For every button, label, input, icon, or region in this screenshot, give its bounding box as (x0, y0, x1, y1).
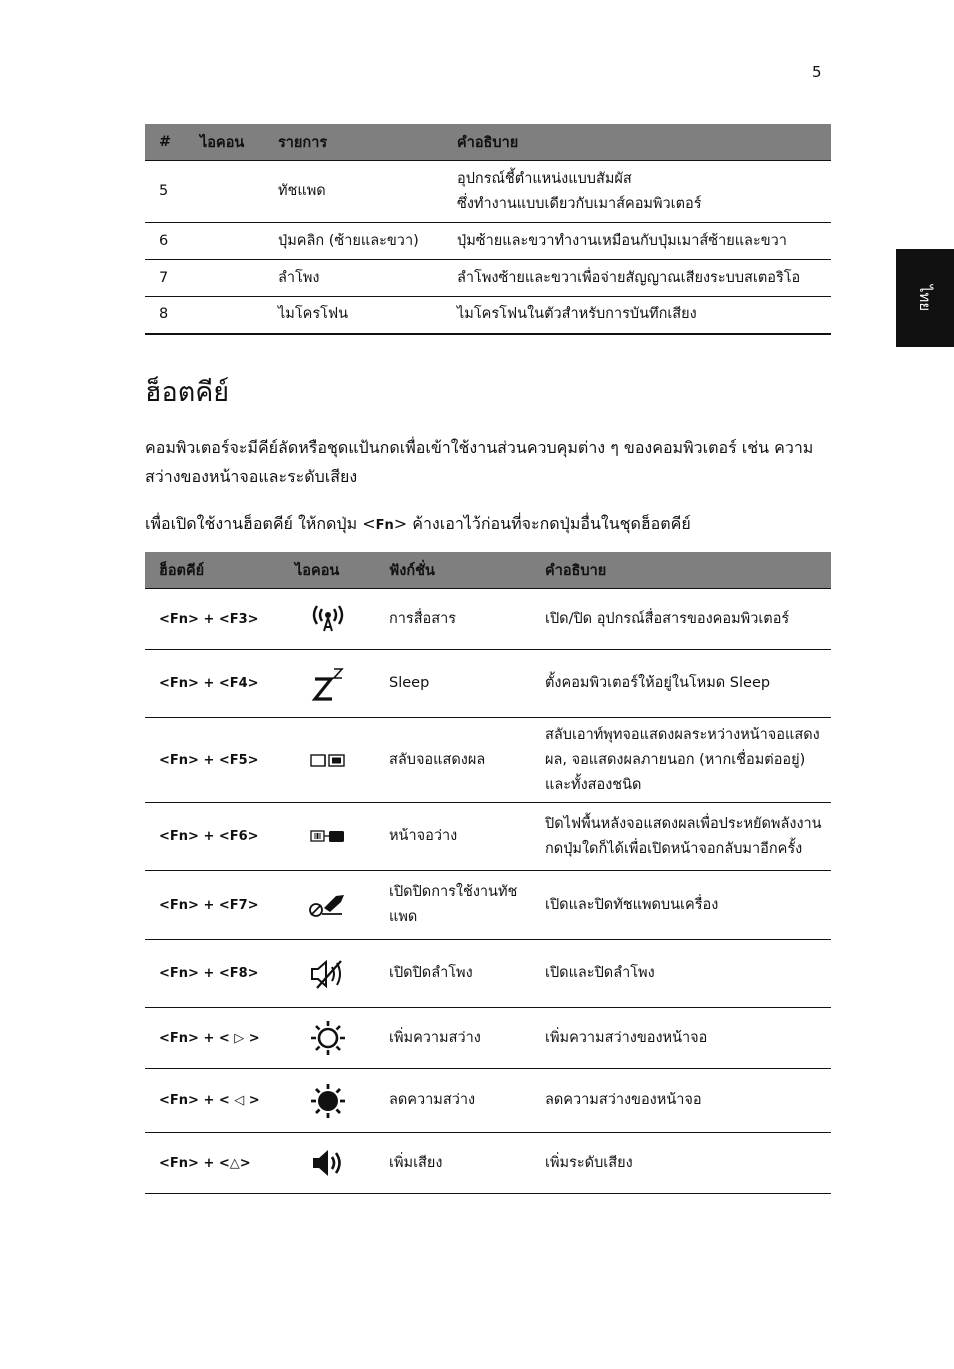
table-row (145, 1069, 831, 1133)
row-item: ไมโครโฟน (264, 297, 443, 334)
row-icon (186, 297, 264, 334)
row-description (443, 161, 831, 223)
hotkey-icon-cell (281, 940, 375, 1008)
table-row (145, 297, 831, 334)
hotkey-function: สลับจอแสดงผล (375, 718, 531, 803)
row-description: ไมโครโฟนในตัวสำหรับการบันทึกเสียง (443, 297, 831, 334)
hotkeys-intro: คอมพิวเตอร์จะมีคีย์ลัดหรือชุดแป้นกดเพื่อเข้าใช้งานส่วนควบคุมต่าง ๆ ของคอมพิวเตอร์ เช่น ความสว่างของหน้าจอและระดับเสียง (145, 438, 814, 486)
hotkey-combo: <Fn> + <F4> (145, 650, 281, 718)
hotkey-function: เพิ่มความสว่าง (375, 1008, 531, 1069)
row-description: ปุ่มซ้ายและขวาทำงานเหมือนกับปุ่มเมาส์ซ้ายและขวา (443, 223, 831, 260)
hotkey-function: ลดความสว่าง (375, 1069, 531, 1133)
speaker-toggle-icon (308, 958, 348, 990)
hotkey-combo: <Fn> + < ▷ > (145, 1008, 281, 1069)
table-row (145, 803, 831, 871)
row-icon (186, 260, 264, 297)
row-item: ลำโพง (264, 260, 443, 297)
display-toggle-icon (309, 752, 347, 768)
header-icon: ไอคอน (281, 552, 375, 589)
parts-table-header (145, 124, 831, 161)
header-item: รายการ (264, 124, 443, 161)
hotkey-table-header (145, 552, 831, 589)
header-number: # (145, 124, 186, 161)
hotkey-description: เปิดและปิดลำโพง (531, 940, 831, 1008)
row-description: ลำโพงซ้ายและขวาเพื่อจ่ายสัญญาณเสียงระบบสเตอริโอ (443, 260, 831, 297)
table-row (145, 161, 831, 223)
table-row (145, 650, 831, 718)
hotkey-icon-cell (281, 718, 375, 803)
hotkeys-usage (145, 509, 835, 540)
hotkey-description: เพิ่มความสว่างของหน้าจอ (531, 1008, 831, 1069)
header-description: คำอธิบาย (531, 552, 831, 589)
touchpad-toggle-icon (308, 892, 348, 918)
hotkey-icon-cell (281, 1008, 375, 1069)
hotkey-combo: <Fn> + <△> (145, 1133, 281, 1194)
table-row (145, 1133, 831, 1194)
hotkey-combo: <Fn> + <F3> (145, 589, 281, 650)
hotkey-function: หน้าจอว่าง (375, 803, 531, 871)
hotkey-icon-cell (281, 589, 375, 650)
hotkey-icon-cell (281, 1069, 375, 1133)
parts-table (145, 124, 831, 335)
language-tab (896, 249, 954, 347)
hotkey-description: ลดความสว่างของหน้าจอ (531, 1069, 831, 1133)
brightness-down-icon (309, 1082, 347, 1120)
wireless-communication-icon (309, 604, 347, 634)
row-number: 6 (145, 223, 186, 260)
row-item: ทัชแพด (264, 161, 443, 223)
header-function: ฟังก์ชั่น (375, 552, 531, 589)
row-number: 7 (145, 260, 186, 297)
table-row (145, 718, 831, 803)
hotkey-icon-cell (281, 871, 375, 940)
hotkey-icon-cell (281, 1133, 375, 1194)
table-row (145, 871, 831, 940)
header-icon: ไอคอน (186, 124, 264, 161)
hotkey-table (145, 552, 831, 1194)
volume-up-icon (310, 1147, 346, 1179)
hotkey-description: เปิดและปิดทัชแพดบนเครื่อง (531, 871, 831, 940)
hotkey-description: ตั้งคอมพิวเตอร์ให้อยู่ในโหมด Sleep (531, 650, 831, 718)
hotkey-combo: <Fn> + < ◁ > (145, 1069, 281, 1133)
hotkey-function: การสื่อสาร (375, 589, 531, 650)
hotkey-function: เปิดปิดการใช้งานทัชแพด (375, 871, 531, 940)
table-row (145, 1008, 831, 1069)
hotkey-function: Sleep (375, 650, 531, 718)
table-row (145, 589, 831, 650)
hotkey-description: สลับเอาท์พุทจอแสดงผลระหว่างหน้าจอแสดงผล, จอแสดงผลภายนอก (หากเชื่อมต่ออยู่) และทั้งสองชนิด (531, 718, 831, 803)
hotkey-description: เปิด/ปิด อุปกรณ์สื่อสารของคอมพิวเตอร์ (531, 589, 831, 650)
screen-blank-icon (309, 828, 347, 844)
hotkey-function: เปิดปิดลำโพง (375, 940, 531, 1008)
row-icon (186, 223, 264, 260)
header-hotkey: ฮ็อตคีย์ (145, 552, 281, 589)
table-row (145, 260, 831, 297)
hotkey-icon-cell (281, 803, 375, 871)
row-number: 8 (145, 297, 186, 334)
hotkey-description: ปิดไฟพื้นหลังจอแสดงผลเพื่อประหยัดพลังงาน กดปุ่มใดก็ได้เพื่อเปิดหน้าจอกลับมาอีกครั้ง (531, 803, 831, 871)
hotkey-combo: <Fn> + <F7> (145, 871, 281, 940)
hotkey-combo: <Fn> + <F6> (145, 803, 281, 871)
table-row (145, 940, 831, 1008)
row-number: 5 (145, 161, 186, 223)
row-description-line: ซึ่งทำงานแบบเดียวกับเมาส์คอมพิวเตอร์ (457, 195, 702, 212)
row-icon (186, 161, 264, 223)
sleep-icon (310, 666, 346, 702)
brightness-up-icon (309, 1019, 347, 1057)
hotkey-function: เพิ่มเสียง (375, 1133, 531, 1194)
header-description: คำอธิบาย (443, 124, 831, 161)
hotkey-icon-cell (281, 650, 375, 718)
table-row (145, 223, 831, 260)
hotkeys-heading: ฮ็อตคีย์ (145, 377, 230, 408)
row-item: ปุ่มคลิก (ซ้ายและขวา) (264, 223, 443, 260)
language-tab-label: ไทย (916, 284, 934, 312)
hotkey-combo: <Fn> + <F5> (145, 718, 281, 803)
hotkey-description: เพิ่มระดับเสียง (531, 1133, 831, 1194)
row-description-line: อุปกรณ์ชี้ตำแหน่งแบบสัมผัส (457, 170, 632, 187)
usage-text-before: เพื่อเปิดใช้งานฮ็อตคีย์ ให้กดปุ่ม < (145, 514, 376, 533)
page-number: 5 (812, 63, 822, 81)
usage-key: Fn (375, 518, 394, 533)
hotkey-combo: <Fn> + <F8> (145, 940, 281, 1008)
usage-text-after: > ค้างเอาไว้ก่อนที่จะกดปุ่มอื่นในชุดฮ็อตคีย์ (393, 514, 691, 533)
